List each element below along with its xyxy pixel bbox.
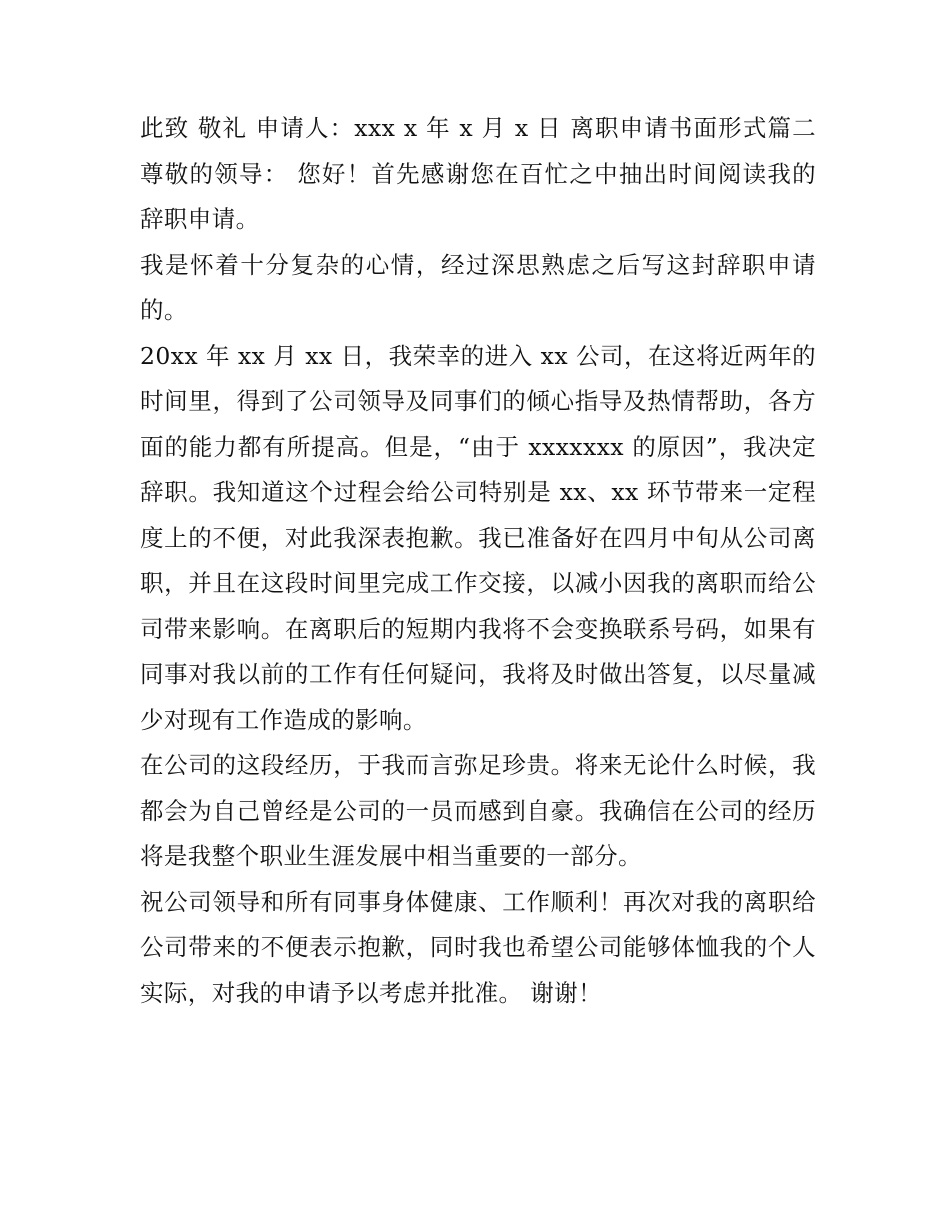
paragraph-feelings: 我是怀着十分复杂的心情，经过深思熟虑之后写这封辞职申请的。 [140, 250, 816, 324]
paragraph-wishes: 祝公司领导和所有同事身体健康、工作顺利！再次对我的离职给公司带来的不便表示抱歉，同时我也希望公司能够体恤我的个人实际，对我的申请予以考虑并批准。 谢谢！ [140, 887, 816, 1007]
paragraph-reason: 20xx 年 xx 月 xx 日，我荣幸的进入 xx 公司，在这将近两年的时间里，得到了公司领导及同事们的倾心指导及热情帮助，各方面的能力都有所提高。但是，“由于 xxxxxxx 的原因”，我决定辞职。我知道这个过程会给公司特别是 xx、xx 环节带来一定程度上的不便，对此我深表抱歉。我已准备好在四月中旬从公司离职，并且在这段时间里完成工作交接，以减小因我的离职而给公司带来影响。在离职后的短期内我将不会变换联系号码，如果有同事对我以前的工作有任何疑问，我将及时做出答复，以尽量减少对现有工作造成的影响。 [140, 341, 816, 734]
paragraph-closing-and-greeting: 此致 敬礼 申请人：xxx x 年 x 月 x 日 离职申请书面形式篇二 尊敬的领导： 您好！首先感谢您在百忙之中抽出时间阅读我的辞职申请。 [140, 114, 816, 233]
letter-body [140, 106, 816, 1016]
paragraph-experience: 在公司的这段经历，于我而言弥足珍贵。将来无论什么时候，我都会为自己曾经是公司的一员而感到自豪。我确信在公司的经历将是我整个职业生涯发展中相当重要的一部分。 [140, 751, 816, 870]
